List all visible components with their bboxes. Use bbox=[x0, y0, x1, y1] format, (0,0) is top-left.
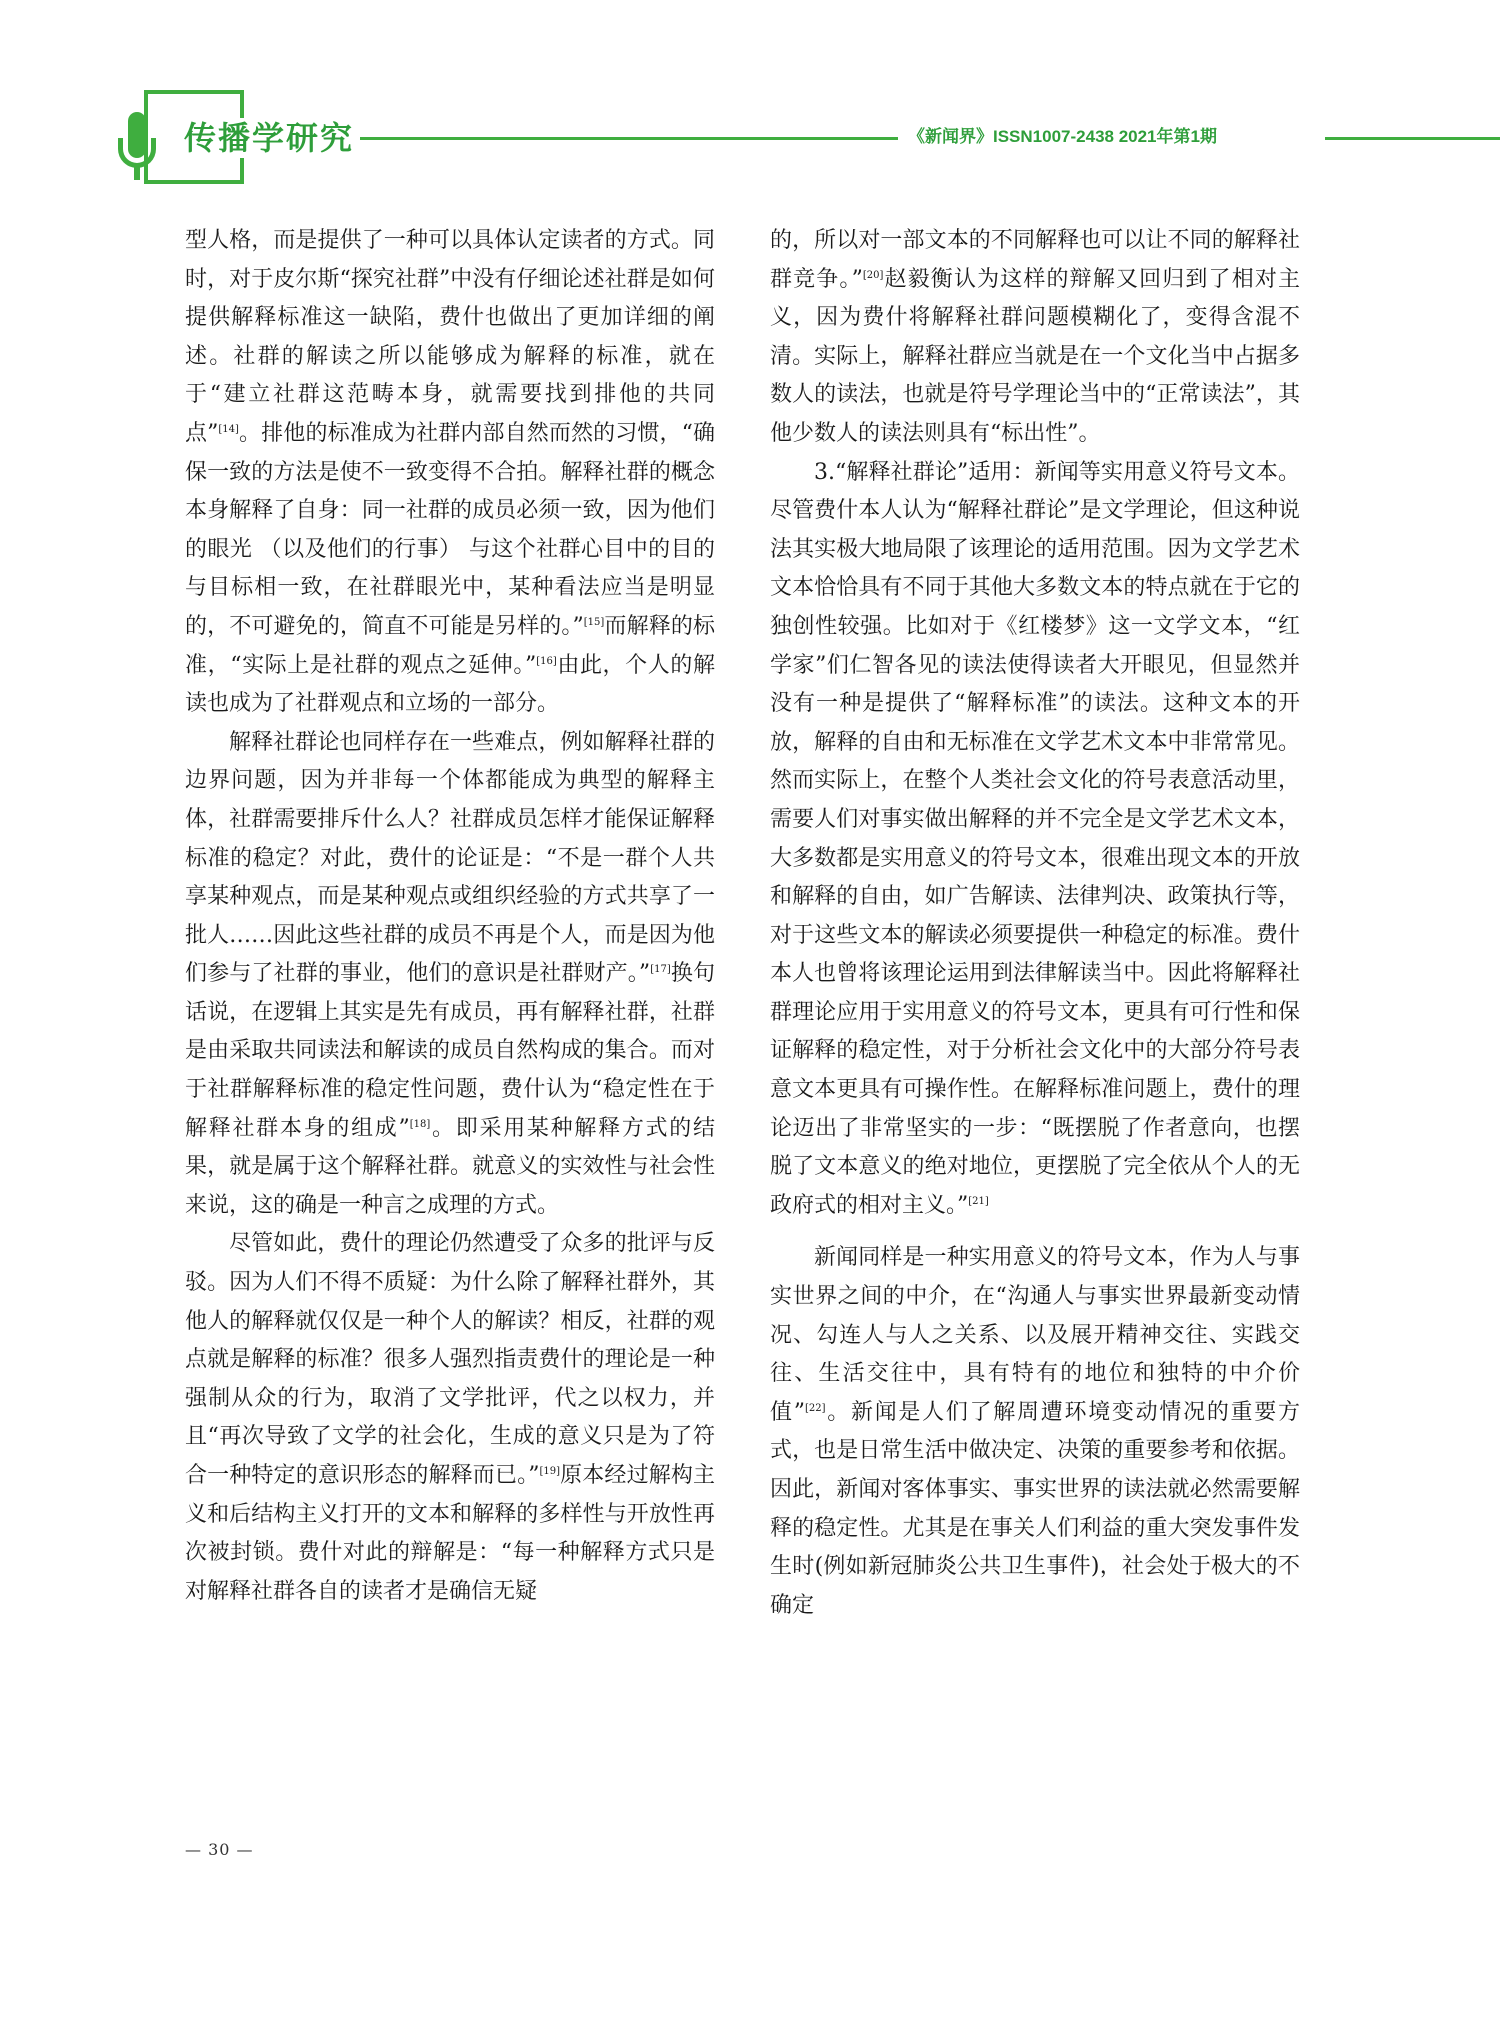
citation-ref[interactable]: [17] bbox=[650, 964, 671, 976]
citation-ref[interactable]: [21] bbox=[968, 1195, 989, 1207]
citation-ref[interactable]: [18] bbox=[409, 1118, 431, 1130]
paragraph: 型人格，而是提供了一种可以具体认定读者的方式。同时，对于皮尔斯“探究社群”中没有仔细论述社群是如何提供解释标准这一缺陷，费什也做出了更加详细的阐述。社群的解读之所以能够成为解释的标准，就在于“建立社群这范畴本身，就需要找到排他的共同点”[14]。排他的标准成为社群内部自然而然的习惯，“确保一致的方法是使不一致变得不合拍。解释社群的概念本身解释了自身：同一社群的成员必须一致，因为他们的眼光 （以及他们的行事） 与这个社群心目中的目的与目标相一致，在社群眼光中，某种看法应当是明显的，不可避免的，简直不可能是另样的。”[15]而解释的标准，“实际上是社群的观点之延伸。”[16]由此，个人的解读也成为了社群观点和立场的一部分。 bbox=[185, 228, 716, 717]
citation-ref[interactable]: [22] bbox=[804, 1402, 826, 1414]
paragraph: 解释社群论也同样存在一些难点，例如解释社群的边界问题，因为并非每一个体都能成为典型的解释主体，社群需要排斥什么人？社群成员怎样才能保证解释标准的稳定？对此，费什的论证是：“不是一群个人共享某种观点，而是某种观点或组织经验的方式共享了一批人……因此这些社群的成员不再是个人，而是因为他们参与了社群的事业，他们的意识是社群财产。”[17]换句话说，在逻辑上其实是先有成员，再有解释社群，社群是由采取共同读法和解读的成员自然构成的集合。而对于社群解释标准的稳定性问题，费什认为“稳定性在于解释社群本身的组成”[18]。即采用某种解释方式的结果，就是属于这个解释社群。就意义的实效性与社会性来说，这的确是一种言之成理的方式。 bbox=[185, 729, 715, 1218]
page-number: — 30 — bbox=[185, 1840, 254, 1859]
paragraph: 新闻同样是一种实用意义的符号文本，作为人与事实世界之间的中介，在“沟通人与事实世界最新变动情况、勾连人与人之关系、以及展开精神交往、实践交往、生活交往中，具有特有的地位和独特的中介价值”[22]。新闻是人们了解周遭环境变动情况的重要方式，也是日常生活中做决定、决策的重要参考和依据。因此，新闻对客体事实、事实世界的读法就必然需要解释的稳定性。尤其是在事关人们利益的重大突发事件发生时(例如新冠肺炎公共卫生事件)，社会处于极大的不确定 bbox=[770, 1245, 1300, 1618]
citation-ref[interactable]: [14] bbox=[218, 423, 239, 435]
header-rule-right bbox=[1325, 137, 1500, 140]
citation-ref[interactable]: [16] bbox=[536, 655, 557, 667]
citation-ref[interactable]: [20] bbox=[862, 269, 884, 281]
header-rule-left bbox=[338, 137, 898, 140]
right-column bbox=[770, 222, 1300, 1625]
citation-ref[interactable]: [15] bbox=[583, 616, 605, 628]
section-title: 传播学研究 bbox=[180, 118, 360, 158]
paragraph: 3.“解释社群论”适用：新闻等实用意义符号文本。尽管费什本人认为“解释社群论”是文学理论，但这种说法其实极大地局限了该理论的适用范围。因为文学艺术文本恰恰具有不同于其他大多数文本的特点就在于它的独创性较强。比如对于《红楼梦》这一文学文本，“红学家”们仁智各见的读法使得读者大开眼见，但显然并没有一种是提供了“解释标准”的读法。这种文本的开放，解释的自由和无标准在文学艺术文本中非常常见。然而实际上，在整个人类社会文化的符号表意活动里，需要人们对事实做出解释的并不完全是文学艺术文本，大多数都是实用意义的符号文本，很难出现文本的开放和解释的自由，如广告解读、法律判决、政策执行等，对于这些文本的解读必须要提供一种稳定的标准。费什本人也曾将该理论运用到法律解读当中。因此将解释社群理论应用于实用意义的符号文本，更具有可行性和保证解释的稳定性，对于分析社会文化中的大部分符号表意文本更具有可操作性。在解释标准问题上，费什的理论迈出了非常坚实的一步：“既摆脱了作者意向，也摆脱了文本意义的绝对地位，更摆脱了完全依从个人的无政府式的相对主义。”[21] bbox=[770, 459, 1300, 1218]
journal-info: 《新闻界》ISSN1007-2438 2021年第1期 bbox=[908, 127, 1217, 146]
paragraph: 的，所以对一部文本的不同解释也可以让不同的解释社群竞争。”[20]赵毅衡认为这样的辩解又回归到了相对主义，因为费什将解释社群问题模糊化了，变得含混不清。实际上，解释社群应当就是在一个文化当中占据多数人的读法，也就是符号学理论当中的“正常读法”，其他少数人的读法则具有“标出性”。 bbox=[770, 228, 1300, 446]
left-column bbox=[185, 222, 715, 1611]
paragraph: 尽管如此，费什的理论仍然遭受了众多的批评与反驳。因为人们不得不质疑：为什么除了解释社群外，其他人的解释就仅仅是一种个人的解读？相反，社群的观点就是解释的标准？很多人强烈指责费什的理论是一种强制从众的行为，取消了文学批评，代之以权力，并且“再次导致了文学的社会化，生成的意义只是为了符合一种特定的意识形态的解释而已。”[19]原本经过解构主义和后结构主义打开的文本和解释的多样性与开放性再次被封锁。费什对此的辩解是：“每一种解释方式只是对解释社群各自的读者才是确信无疑 bbox=[185, 1231, 715, 1604]
citation-ref[interactable]: [19] bbox=[539, 1466, 561, 1477]
